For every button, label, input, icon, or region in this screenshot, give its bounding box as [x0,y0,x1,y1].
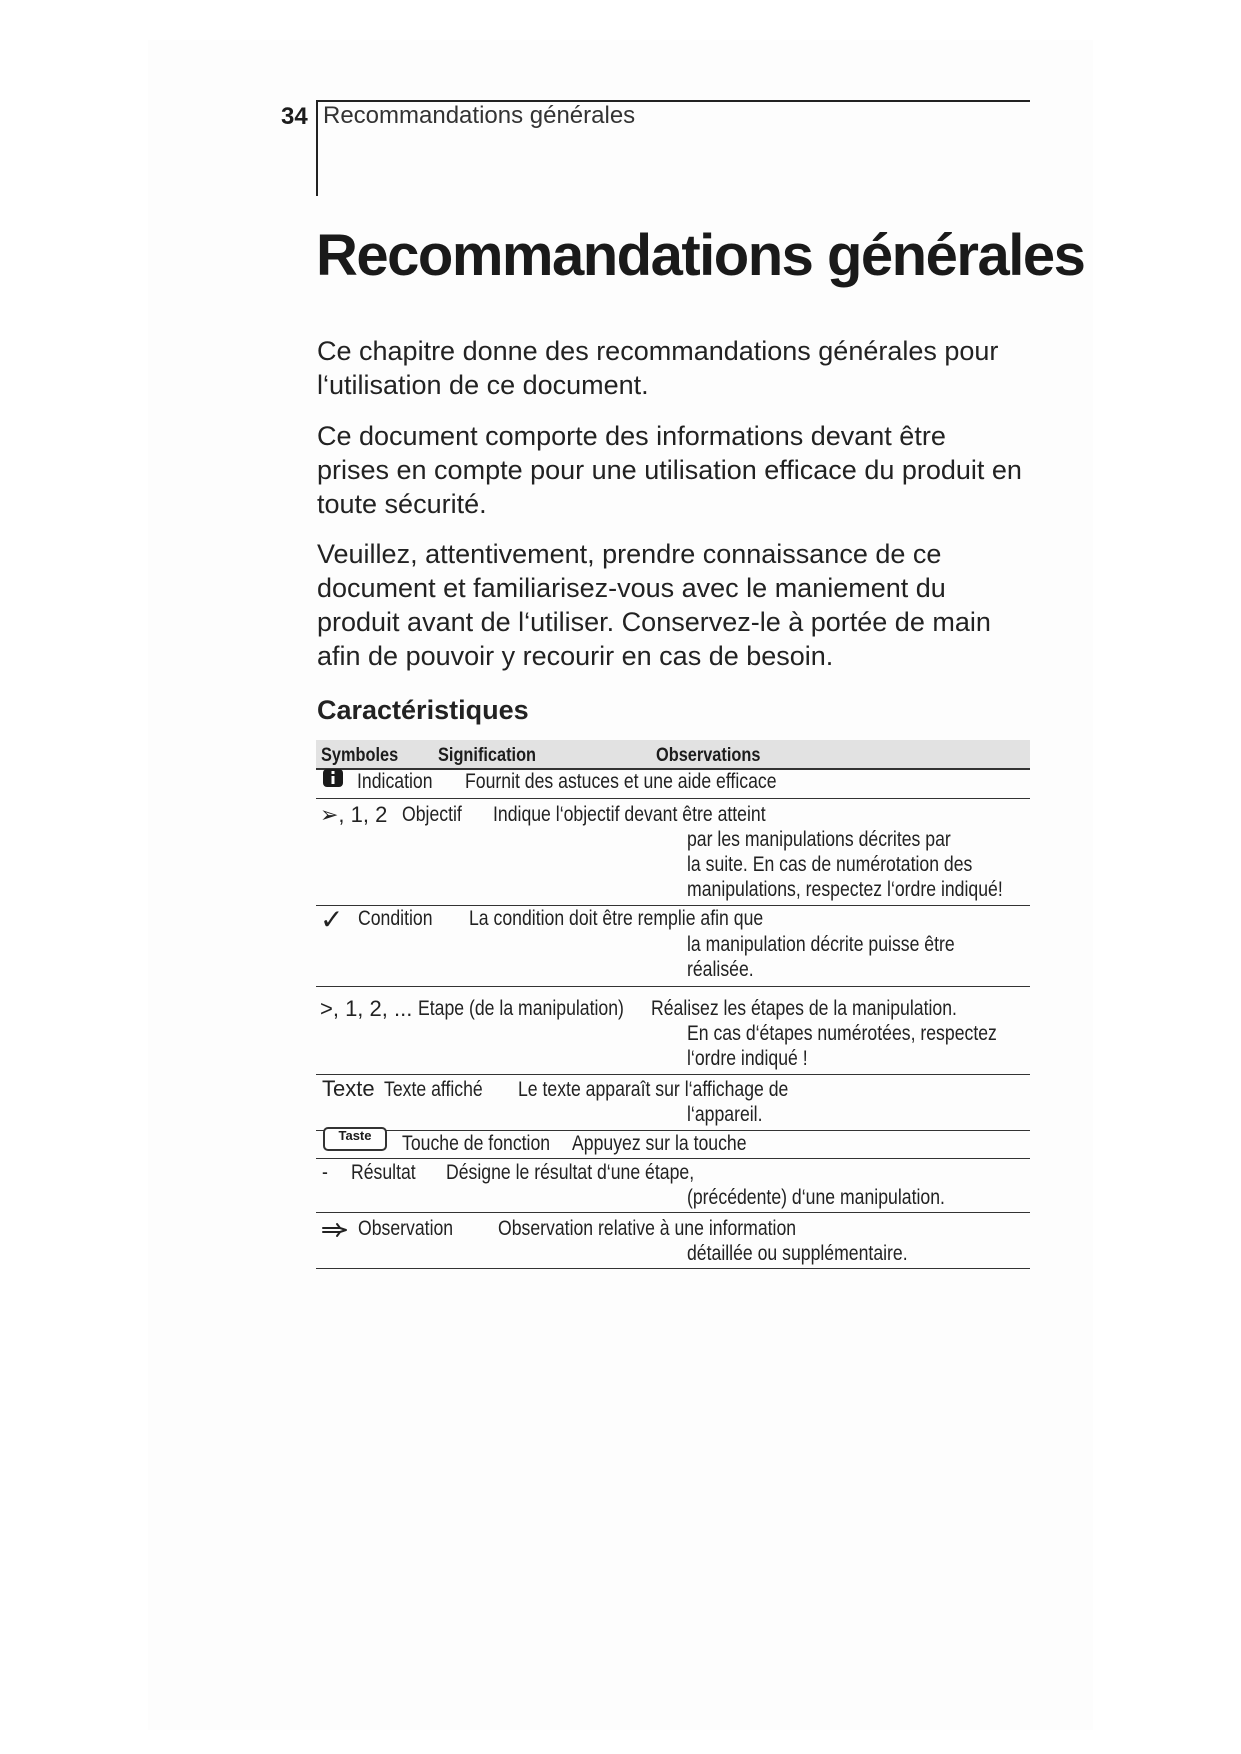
row-continuation: l‘ordre indiqué ! [687,1047,808,1070]
row-continuation: réalisée. [687,958,754,981]
info-icon [322,768,344,788]
intro-paragraph-3 [317,537,1037,673]
paragraph-line: prises en compte pour une utilisation efficace du produit en [317,455,1022,485]
observation-arrow-icon [320,1222,350,1238]
row-text: Observation relative à une information [498,1217,797,1240]
row-divider [316,798,1030,799]
paragraph-line: Ce document comporte des informations devant être [317,421,946,451]
running-title: Recommandations générales [323,102,636,129]
function-key-icon: Taste [323,1127,387,1151]
row-text: Fournit des astuces et une aide efficace [465,770,777,793]
row-divider [316,1130,1030,1131]
step-symbol: >, 1, 2, ... [320,996,413,1021]
row-continuation: la manipulation décrite puisse être [687,933,955,956]
row-label: Etape (de la manipulation) [418,997,624,1020]
row-label: Indication [357,770,433,793]
table-header [316,740,1030,770]
row-text: Désigne le résultat d‘une étape, [446,1161,695,1184]
paragraph-line: Veuillez, attentivement, prendre connaissance de ce [317,539,942,569]
checkmark-icon: ✓ [320,904,344,935]
row-text: Le texte apparaît sur l‘affichage de [518,1078,789,1101]
row-label: Résultat [351,1161,416,1184]
row-continuation: par les manipulations décrites par [687,828,951,851]
row-divider [316,1074,1030,1075]
row-continuation: l‘appareil. [687,1103,763,1126]
row-continuation: En cas d‘étapes numérotées, respectez [687,1022,997,1045]
paragraph-line: document et familiarisez-vous avec le maniement du [317,573,946,603]
row-label: Condition [358,907,433,930]
row-divider [316,986,1030,987]
paragraph-line: afin de pouvoir y recourir en cas de besoin. [317,641,834,671]
header-observations: Observations [656,745,761,766]
paragraph-line: produit avant de l‘utiliser. Conservez-le à portée de main [317,607,991,637]
page-number: 34 [281,103,308,130]
paragraph-line: l‘utilisation de ce document. [317,370,649,400]
page-title: Recommandations générales [316,223,1085,288]
row-text: Indique l‘objectif devant être atteint [493,803,766,826]
row-continuation: détaillée ou supplémentaire. [687,1242,908,1265]
row-divider [316,905,1030,906]
row-divider [316,1212,1030,1213]
row-text: Appuyez sur la touche [572,1132,747,1155]
row-text: La condition doit être remplie afin que [469,907,764,930]
intro-paragraph-1 [317,334,1037,402]
header-vertical-rule [316,100,318,196]
row-label: Texte affiché [384,1078,483,1101]
row-continuation: la suite. En cas de numérotation des [687,853,973,876]
row-text: Réalisez les étapes de la manipulation. [651,997,957,1020]
header-symbols: Symboles [321,745,399,766]
row-label: Observation [358,1217,454,1240]
display-text-symbol: Texte [322,1076,375,1101]
section-title: Caractéristiques [317,695,529,725]
row-continuation: manipulations, respectez l‘ordre indiqué! [687,878,1003,901]
paragraph-line: Ce chapitre donne des recommandations générales pour [317,336,999,366]
row-divider [316,1158,1030,1159]
row-divider [316,1268,1030,1269]
result-symbol: - [322,1161,328,1184]
paragraph-line: toute sécurité. [317,489,487,519]
objective-symbol: ➢, 1, 2 [320,802,388,827]
intro-paragraph-2 [317,419,1037,521]
row-label: Objectif [402,803,462,826]
row-continuation: (précédente) d‘une manipulation. [687,1186,945,1209]
row-label: Touche de fonction [402,1132,551,1155]
header-meaning: Signification [438,745,537,766]
